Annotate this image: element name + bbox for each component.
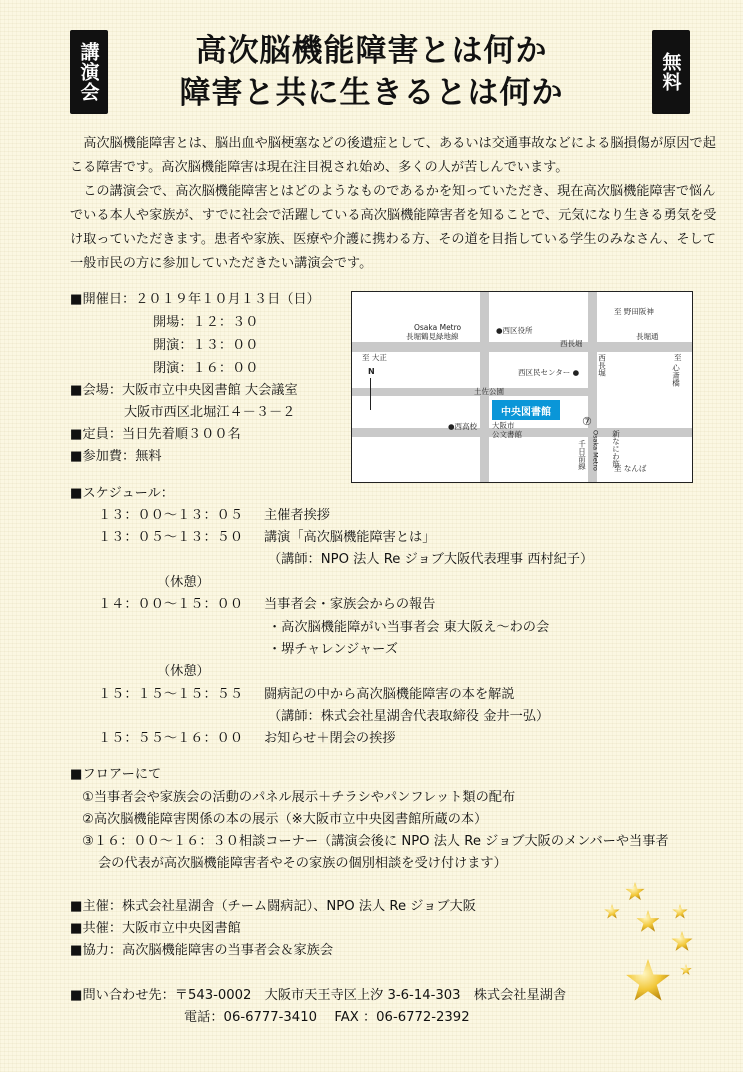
schedule-item-4: 闘病記の中から高次脳機能障害の本を解説 (264, 687, 515, 702)
archives-1: 大阪市 (492, 421, 515, 430)
co-organizer: ■共催：大阪市立中央図書館 (70, 921, 241, 936)
schedule-heading: ■スケジュール： (70, 486, 174, 501)
shin-naniwa-suji: 新なにわ筋 (611, 430, 621, 468)
venue-address: 大阪市西区北堀江４－３－２ (124, 405, 296, 420)
station-nishinagahori: 西長堀 (560, 339, 583, 348)
library-label: 中央図書館 (501, 406, 551, 418)
floor-item-3: ③１６：００～１６：３０相談コーナー（講演会後に NPO 法人 Re ジョブ大阪のメンバーや当事者 (82, 834, 669, 849)
capacity: ■定員：当日先着順３００名 (70, 427, 241, 442)
floor-item-3-cont: 会の代表が高次脳機能障害者やその家族の個別相談を受け付けます） (98, 856, 507, 871)
sennichimae-line: 千日前線 (577, 440, 587, 470)
north-label: N (368, 367, 375, 376)
organizer: ■主催：株式会社星湖舎（チーム闘病記）、NPO 法人 Re ジョブ大阪 (70, 899, 476, 914)
metro-vertical: Osaka Metro (591, 430, 600, 471)
road-nagahori (352, 339, 692, 352)
schedule-item-2: 講演「高次脳機能障害とは」 (264, 530, 436, 545)
title-line-1: 高次脳機能障害とは何か (195, 33, 548, 69)
exit-number: ⑦ (582, 415, 592, 428)
schedule-time-3: １４：００～１５：００ (98, 597, 244, 612)
cooperation: ■協力：高次脳機能障害の当事者会＆家族会 (70, 943, 334, 958)
floor-heading: ■フロアーにて (70, 767, 162, 782)
start-time: 開演：１３：００ (153, 338, 259, 353)
floor-item-1: ①当事者会や家族会の活動のパネル展示＋チラシやパンフレット類の配布 (82, 790, 516, 805)
floor-item-2: ②高次脳機能障害関係の本の展示（※大阪市立中央図書館所蔵の本） (82, 812, 488, 827)
archives-2: 公文書館 (492, 430, 522, 439)
admission-fee: ■参加費：無料 (70, 449, 162, 464)
metro-line-name: 長堀鶴見緑地線 (406, 332, 459, 341)
nagahori-dori: 長堀通 (636, 332, 659, 341)
metro-line-label: Osaka Metro (414, 323, 462, 332)
title-line-2: 障害と共に生きるとは何か (179, 75, 564, 111)
to-taisho: 至 大正 (362, 353, 387, 362)
doors-open: 開場：１２：３０ (153, 315, 259, 330)
nishinagahori-vertical: 西長堀 (597, 354, 607, 377)
civic-center: 西区民センター ● (518, 368, 580, 377)
contact-address: ■問い合わせ先：〒543-0002 大阪市天王寺区上汐 3-6-14-303 株式会社星湖舎 (70, 988, 567, 1003)
access-map (351, 291, 693, 483)
intro-text (70, 132, 722, 276)
star-icon (672, 931, 693, 951)
nishi-ward-office: ●西区役所 (496, 326, 533, 335)
intro-paragraph-2: この講演会で、高次脳機能障害とはどのようなものであるかを知っていただき、現在高次脳機能障害で悩んでいる本人や家族が、すでに社会で活躍している高次脳機能障害者を知ることで、元気になり生きる勇気を受け取っていただきます。患者や家族、医療や介護に携わる方、その道を目指している学生のみなさん、そして一般市民の方に参加していただきたい講演会です。 (70, 184, 717, 271)
schedule-item-4-lecturer: （講師：株式会社星湖舎代表取締役 金井一弘） (268, 709, 550, 724)
schedule-time-5: １５：５５～１６：００ (98, 731, 244, 746)
end-time: 閉演：１６：００ (153, 361, 259, 376)
contact-phone-fax: 電話：06-6777-3410 FAX ：06-6772-2392 (184, 1010, 470, 1025)
venue: ■会場：大阪市立中央図書館 大会議室 (70, 383, 298, 398)
schedule-break-1: （休憩） (157, 575, 210, 590)
schedule-item-5: お知らせ＋閉会の挨拶 (264, 731, 396, 746)
lecture-badge: 講演会 (70, 30, 108, 114)
schedule-item-3-group-1: ・高次脳機能障がい当事者会 東大阪え～わの会 (268, 620, 550, 635)
schedule-item-1: 主催者挨拶 (264, 508, 330, 523)
star-icon (637, 910, 660, 932)
schedule-time-2: １３：０５～１３：５０ (98, 530, 244, 545)
star-icon (626, 959, 670, 1001)
event-date: ■開催日：２０１９年１０月１３日（日） (70, 292, 320, 307)
to-shinsaibashi-1: 至 (674, 353, 682, 362)
star-icon (625, 882, 644, 900)
schedule-time-1: １３：００～１３：０５ (98, 508, 244, 523)
stars-decoration (600, 880, 700, 1030)
north-arrow-icon (370, 378, 371, 410)
road-lower (352, 428, 692, 437)
free-badge: 無料 (652, 30, 690, 114)
tosabori-park: 土佐公園 (474, 387, 504, 396)
schedule-item-3: 当事者会・家族会からの報告 (264, 597, 436, 612)
to-noda-hanshin: 至 野田阪神 (614, 307, 654, 316)
schedule-item-3-group-2: ・堺チャレンジャーズ (268, 642, 398, 657)
star-icon (680, 964, 691, 975)
star-icon (672, 904, 687, 918)
intro-paragraph-1: 高次脳機能障害とは、脳出血や脳梗塞などの後遺症として、あるいは交通事故などによる脳損傷が原因で起こる障害です。高次脳機能障害は現在注目視され始め、多くの人が苦しんでいます。 (70, 136, 716, 175)
schedule-time-4: １５：１５～１５：５５ (98, 687, 244, 702)
to-shinsaibashi-2: 心斎橋 (671, 364, 681, 387)
schedule-break-2: （休憩） (157, 664, 210, 679)
nishi-high-school: ●西高校 (448, 422, 478, 431)
star-icon (604, 904, 619, 918)
schedule-item-2-lecturer: （講師：NPO 法人 Re ジョブ大阪代表理事 西村紀子） (268, 552, 594, 567)
to-namba: 至 なんば (614, 464, 647, 473)
